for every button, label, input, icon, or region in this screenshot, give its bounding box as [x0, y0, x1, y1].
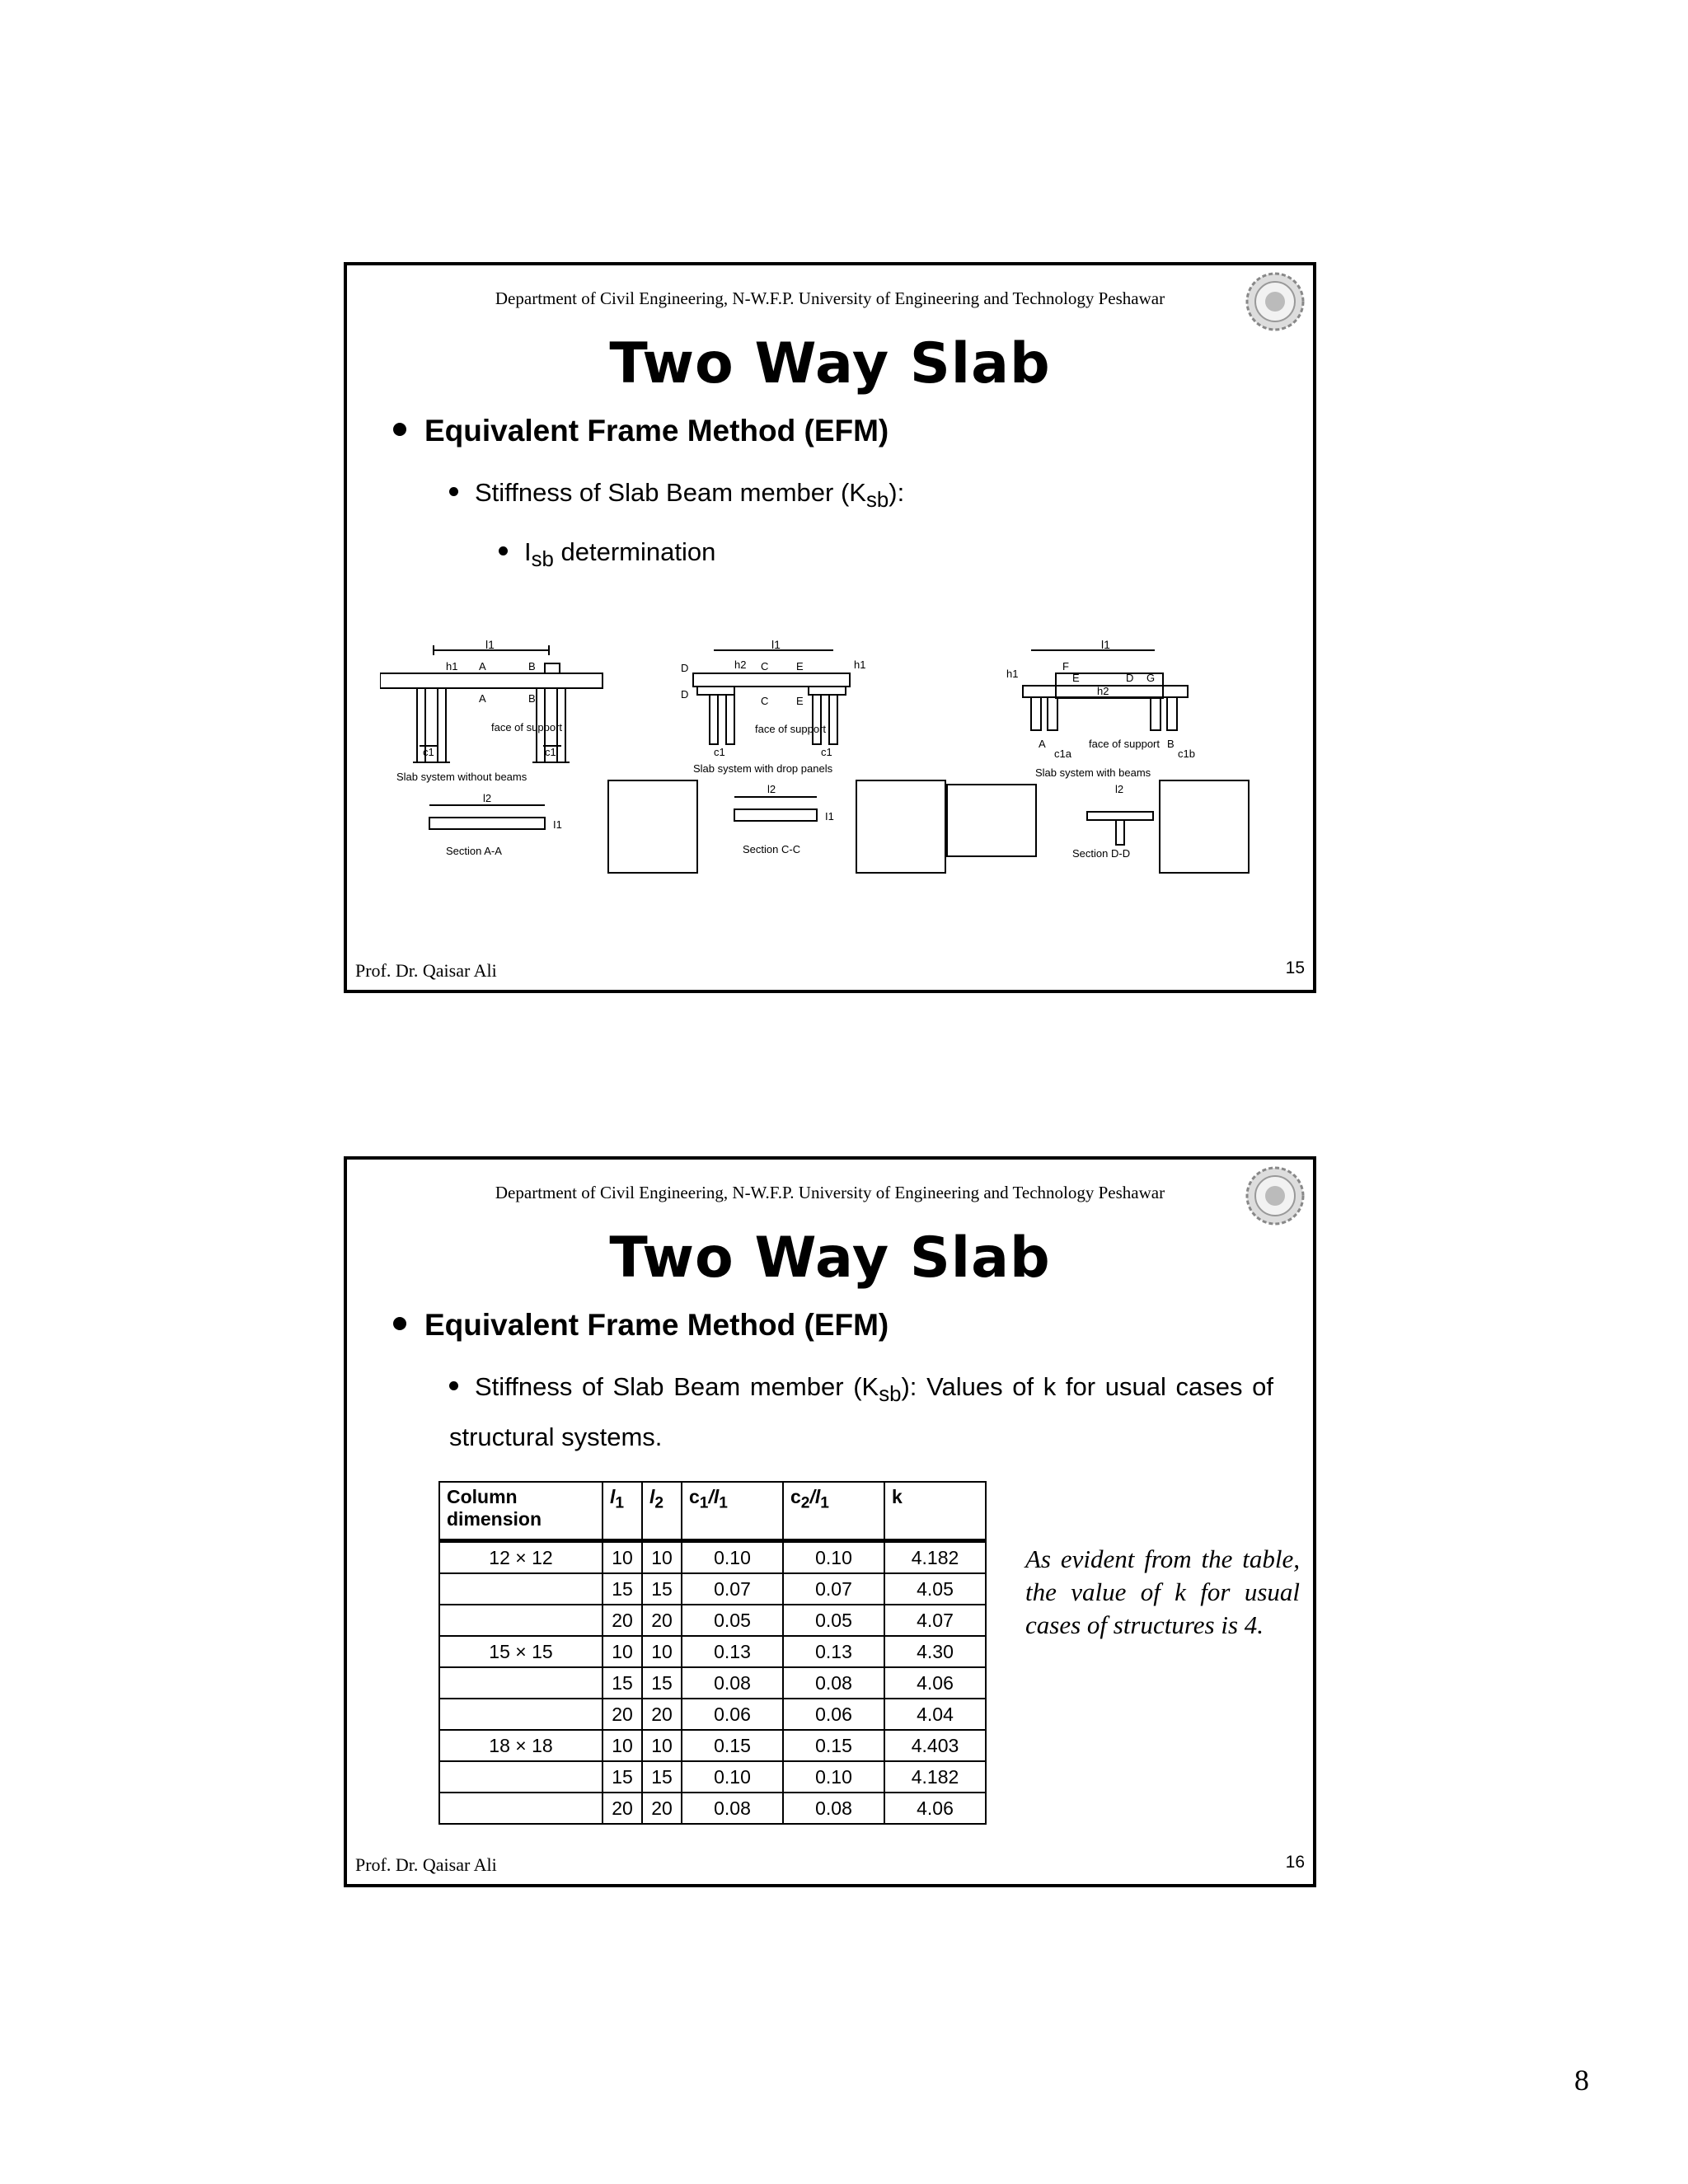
subscript: 1: [615, 1494, 625, 1512]
fig2-label-l2: l2: [767, 783, 776, 795]
cell-l2: 15: [642, 1761, 682, 1793]
cell-l2: 10: [642, 1541, 682, 1574]
fig3-label-c1a: c1a: [1054, 748, 1071, 760]
cell-column-dimension: 12 × 12: [439, 1541, 603, 1574]
header-text: /l: [708, 1486, 720, 1507]
cell-column-dimension: [439, 1761, 603, 1793]
cell-c1: 0.10: [682, 1541, 783, 1574]
subscript: sb: [865, 489, 889, 513]
cell-c1: 0.10: [682, 1761, 783, 1793]
header-text: /l: [809, 1486, 821, 1507]
cell-l1: 10: [603, 1541, 642, 1574]
cell-column-dimension: [439, 1793, 603, 1824]
fig2-label-d: D: [681, 662, 689, 674]
fig3-label-g: G: [1146, 672, 1156, 684]
table-header-row: [439, 1482, 986, 1541]
cell-k: 4.04: [884, 1699, 986, 1730]
cell-l1: 20: [603, 1793, 642, 1824]
fig2-label-c1: c1: [714, 746, 725, 758]
fig2-label-e: E: [796, 695, 804, 707]
fig3-caption: Slab system with beams: [1035, 766, 1151, 779]
fig2-label-l1: l1: [771, 640, 781, 651]
subscript: 2: [800, 1494, 810, 1512]
cell-c2: 0.15: [783, 1730, 884, 1761]
header-text: c: [790, 1486, 801, 1507]
subscript: 1: [719, 1494, 728, 1512]
slide-number: 15: [1285, 958, 1305, 977]
placeholder-box: [947, 785, 1036, 856]
fig2-label-c1: c1: [821, 746, 832, 758]
subscript: sb: [531, 548, 554, 572]
university-logo-icon: [1244, 270, 1306, 333]
bullet-text: Stiffness of Slab Beam member (K: [475, 1372, 879, 1401]
cell-l2: 20: [642, 1699, 682, 1730]
k-values-table: [438, 1481, 987, 1825]
cell-c2: 0.05: [783, 1605, 884, 1636]
department-header: Department of Civil Engineering, N-W.F.P. University of Engineering and Technology Peshawar: [495, 288, 1165, 308]
slab-figures: [380, 640, 1303, 888]
fig2-label-d: D: [681, 688, 689, 701]
table-row: [439, 1636, 986, 1667]
bullet-text: ): Values of k for usual cases of structural systems.: [449, 1372, 1273, 1452]
fig3-label-c1b: c1b: [1178, 748, 1195, 760]
fig3-label-e: E: [1072, 672, 1080, 684]
cell-l2: 15: [642, 1667, 682, 1699]
cell-k: 4.403: [884, 1730, 986, 1761]
subscript: 1: [699, 1494, 709, 1512]
header-text: c: [689, 1486, 700, 1507]
bullet-dot-icon: [499, 546, 508, 555]
placeholder-box: [856, 780, 945, 873]
fig3-label-f: F: [1062, 660, 1069, 673]
fig2-section: Section C-C: [743, 843, 801, 855]
table-row: [439, 1730, 986, 1761]
placeholder-box: [1160, 780, 1249, 873]
slide-number: 16: [1285, 1853, 1305, 1872]
cell-l1: 10: [603, 1730, 642, 1761]
bullet-dot-icon: [393, 1317, 406, 1330]
cell-c1: 0.05: [682, 1605, 783, 1636]
cell-column-dimension: [439, 1605, 603, 1636]
fig2-label-e: E: [796, 660, 804, 673]
fig1-section: Section A-A: [446, 845, 502, 857]
fig1-label-c1: c1: [545, 746, 556, 758]
subscript: 1: [820, 1494, 829, 1512]
slide-title: Two Way Slab: [609, 1226, 1051, 1291]
footer-author: Prof. Dr. Qaisar Ali: [355, 1854, 497, 1875]
cell-k: 4.30: [884, 1636, 986, 1667]
header-l1: [603, 1482, 642, 1541]
fig1-label-a: A: [479, 660, 486, 673]
cell-l2: 10: [642, 1730, 682, 1761]
bullet-level-2: [449, 478, 904, 513]
fig3-label-b: B: [1167, 738, 1175, 750]
fig3-section: Section D-D: [1072, 847, 1131, 860]
slide-16: [344, 1156, 1316, 1887]
bullet-text: Equivalent Frame Method (EFM): [424, 1308, 889, 1342]
cell-l1: 15: [603, 1761, 642, 1793]
cell-column-dimension: [439, 1573, 603, 1605]
table-row: [439, 1605, 986, 1636]
page-number: 8: [1574, 2064, 1589, 2097]
cell-l1: 20: [603, 1605, 642, 1636]
fig3-label-l1: l1: [1101, 640, 1110, 651]
fig3-label-h2: h2: [1097, 685, 1109, 697]
fig2-label-c: C: [761, 695, 769, 707]
university-logo-icon: [1244, 1165, 1306, 1227]
cell-l2: 15: [642, 1573, 682, 1605]
cell-k: 4.07: [884, 1605, 986, 1636]
cell-column-dimension: 15 × 15: [439, 1636, 603, 1667]
bullet-level-1: [393, 1308, 889, 1343]
header-text: l: [649, 1486, 655, 1507]
cell-c1: 0.08: [682, 1667, 783, 1699]
cell-l2: 20: [642, 1605, 682, 1636]
fig1-label-i1: I1: [553, 818, 562, 831]
department-header: Department of Civil Engineering, N-W.F.P. University of Engineering and Technology Peshawar: [495, 1183, 1165, 1202]
cell-l1: 15: [603, 1573, 642, 1605]
table-row: [439, 1541, 986, 1574]
fig1-label-l2: l2: [483, 792, 492, 804]
bullet-text: determination: [553, 537, 716, 566]
fig1-label-b: B: [528, 692, 536, 705]
cell-column-dimension: [439, 1667, 603, 1699]
table-row: [439, 1793, 986, 1824]
bullet-level-3: [499, 537, 715, 572]
cell-k: 4.06: [884, 1667, 986, 1699]
bullet-text: Stiffness of Slab Beam member (K: [475, 478, 866, 507]
k-value-note: As evident from the table, the value of k for usual cases of structures is 4.: [1025, 1544, 1300, 1639]
fig1-caption: Slab system without beams: [396, 771, 528, 783]
cell-c1: 0.07: [682, 1573, 783, 1605]
cell-l1: 20: [603, 1699, 642, 1730]
cell-c1: 0.08: [682, 1793, 783, 1824]
fig3-label-h1: h1: [1006, 668, 1019, 680]
header-column-dimension: Column dimension: [439, 1482, 603, 1541]
fig1-label-l1: l1: [485, 640, 495, 651]
fig2-label-c: C: [761, 660, 769, 673]
cell-k: 4.182: [884, 1541, 986, 1574]
fig2-face-label: face of support: [755, 723, 826, 735]
table-row: [439, 1699, 986, 1730]
fig1-label-h1: h1: [446, 660, 458, 673]
fig3-label-l2: l2: [1115, 783, 1124, 795]
fig3-face-label: face of support: [1089, 738, 1160, 750]
cell-c1: 0.13: [682, 1636, 783, 1667]
slide-title: Two Way Slab: [609, 331, 1051, 396]
subscript: 2: [654, 1494, 664, 1512]
cell-l2: 10: [642, 1636, 682, 1667]
fig2-label-h1: h1: [854, 658, 866, 671]
header-c1-l1: [682, 1482, 783, 1541]
fig1-face-label: face of support: [491, 721, 562, 733]
fig1-label-a: A: [479, 692, 486, 705]
fig1-label-b: B: [528, 660, 536, 673]
bullet-dot-icon: [449, 487, 458, 496]
cell-c1: 0.06: [682, 1699, 783, 1730]
bullet-text: Equivalent Frame Method (EFM): [424, 414, 889, 448]
cell-c2: 0.10: [783, 1541, 884, 1574]
header-text: l: [610, 1486, 616, 1507]
fig3-label-a: A: [1039, 738, 1046, 750]
cell-c2: 0.06: [783, 1699, 884, 1730]
cell-c2: 0.13: [783, 1636, 884, 1667]
cell-c2: 0.08: [783, 1667, 884, 1699]
table-row: [439, 1761, 986, 1793]
header-l2: [642, 1482, 682, 1541]
cell-c2: 0.10: [783, 1761, 884, 1793]
fig1-label-c1: c1: [423, 746, 434, 758]
fig3-label-d: D: [1126, 672, 1134, 684]
bullet-dot-icon: [449, 1381, 458, 1390]
cell-column-dimension: 18 × 18: [439, 1730, 603, 1761]
cell-l1: 10: [603, 1636, 642, 1667]
placeholder-box: [608, 780, 697, 873]
slide-15: [344, 262, 1316, 993]
fig2-label-h2: h2: [734, 658, 747, 671]
bullet-level-2: [449, 1366, 1273, 1458]
cell-c2: 0.07: [783, 1573, 884, 1605]
cell-k: 4.182: [884, 1761, 986, 1793]
cell-column-dimension: [439, 1699, 603, 1730]
bullet-text: ):: [889, 478, 905, 507]
table-row: [439, 1573, 986, 1605]
bullet-dot-icon: [393, 423, 406, 436]
table-row: [439, 1667, 986, 1699]
cell-k: 4.06: [884, 1793, 986, 1824]
fig2-label-i1: I1: [825, 810, 834, 823]
header-c2-l1: [783, 1482, 884, 1541]
cell-l1: 15: [603, 1667, 642, 1699]
cell-k: 4.05: [884, 1573, 986, 1605]
fig2-caption: Slab system with drop panels: [693, 762, 833, 775]
subscript: sb: [879, 1383, 902, 1407]
footer-author: Prof. Dr. Qaisar Ali: [355, 960, 497, 981]
header-k: k: [884, 1482, 986, 1541]
cell-c2: 0.08: [783, 1793, 884, 1824]
bullet-level-1: [393, 414, 889, 448]
bullet-text: I: [524, 537, 532, 566]
cell-c1: 0.15: [682, 1730, 783, 1761]
cell-l2: 20: [642, 1793, 682, 1824]
